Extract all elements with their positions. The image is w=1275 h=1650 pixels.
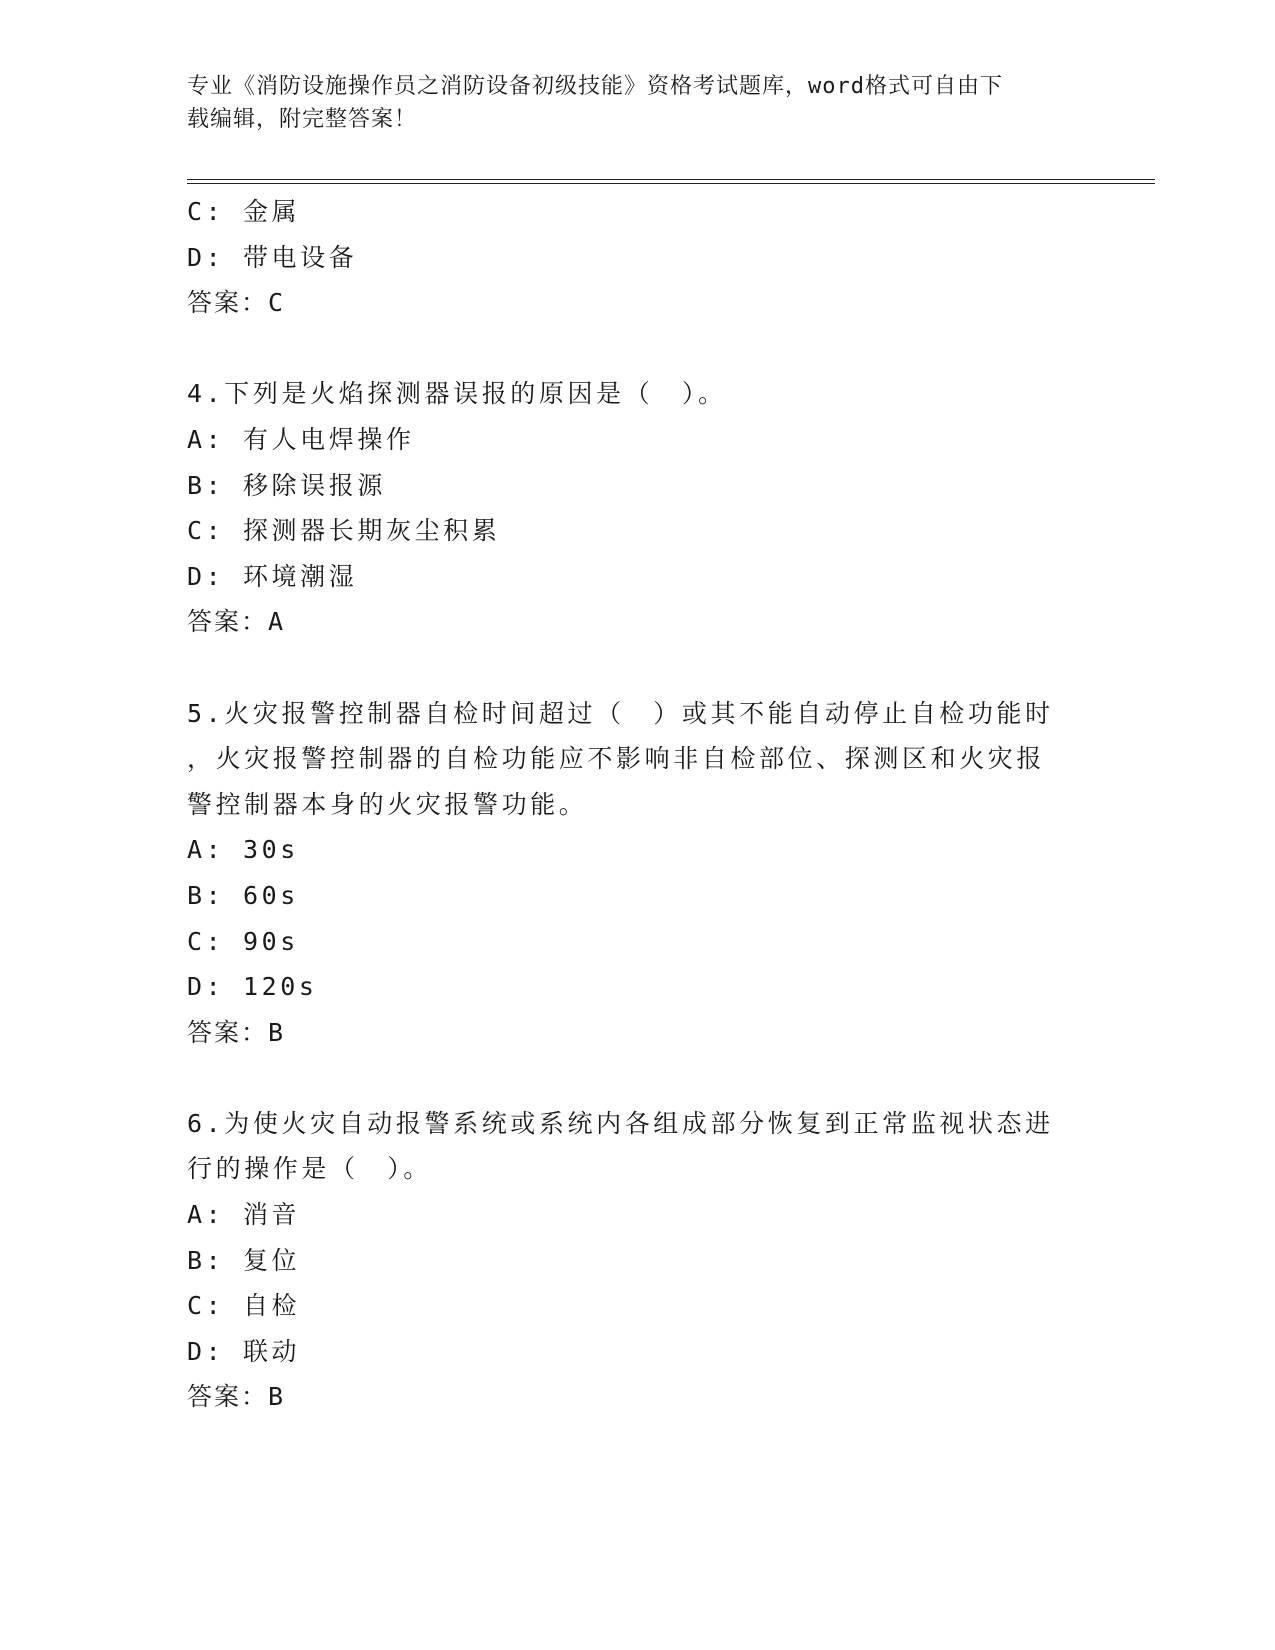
answer-line: 答案：A bbox=[187, 607, 286, 637]
option-c: C: 90s bbox=[187, 926, 299, 956]
spacer bbox=[187, 1055, 1067, 1101]
option-a: A: 消音 bbox=[187, 1200, 301, 1230]
option-b: B: 60s bbox=[187, 880, 299, 910]
option-b: B: 复位 bbox=[187, 1245, 301, 1275]
question-block-5 bbox=[187, 691, 1067, 1056]
document-header bbox=[187, 70, 1067, 136]
option-d: D: 120s bbox=[187, 972, 318, 1002]
header-line-2: 载编辑，附完整答案！ bbox=[187, 107, 418, 132]
question-stem-line-1: 6.为使火灾自动报警系统或系统内各组成部分恢复到正常监视状态进 bbox=[187, 1108, 1054, 1138]
option-a: A: 有人电焊操作 bbox=[187, 424, 415, 454]
option-c: C: 探测器长期灰尘积累 bbox=[187, 516, 501, 546]
spacer bbox=[187, 645, 1067, 691]
answer-line: 答案：B bbox=[187, 1382, 286, 1412]
option-b: B: 移除误报源 bbox=[187, 470, 386, 500]
question-block-6 bbox=[187, 1101, 1067, 1420]
answer-line: 答案：C bbox=[187, 288, 286, 318]
question-block-4 bbox=[187, 371, 1067, 645]
question-stem-line-1: 5.火灾报警控制器自检时间超过（ ）或其不能自动停止自检功能时 bbox=[187, 698, 1054, 728]
option-d: D: 联动 bbox=[187, 1336, 301, 1366]
spacer bbox=[187, 326, 1067, 372]
question-stem: 4.下列是火焰探测器误报的原因是（ ）。 bbox=[187, 379, 727, 409]
option-a: A: 30s bbox=[187, 835, 299, 865]
option-c: C: 金属 bbox=[187, 197, 301, 226]
option-c: C: 自检 bbox=[187, 1291, 301, 1321]
document-content bbox=[187, 189, 1067, 1420]
question-stem-line-2: 行的操作是（ ）。 bbox=[187, 1154, 432, 1184]
option-d: D: 环境潮湿 bbox=[187, 561, 358, 591]
header-line-1: 专业《消防设施操作员之消防设备初级技能》资格考试题库，word格式可自由下 bbox=[187, 74, 1003, 99]
option-d: D: 带电设备 bbox=[187, 242, 358, 272]
question-stem-line-3: 警控制器本身的火灾报警功能。 bbox=[187, 789, 588, 819]
answer-line: 答案：B bbox=[187, 1017, 286, 1047]
header-divider-bottom bbox=[187, 183, 1155, 184]
question-stem-line-2: ，火灾报警控制器的自检功能应不影响非自检部位、探测区和火灾报 bbox=[187, 744, 1046, 774]
header-divider-top bbox=[187, 179, 1155, 180]
question-block-3 bbox=[187, 189, 1067, 326]
